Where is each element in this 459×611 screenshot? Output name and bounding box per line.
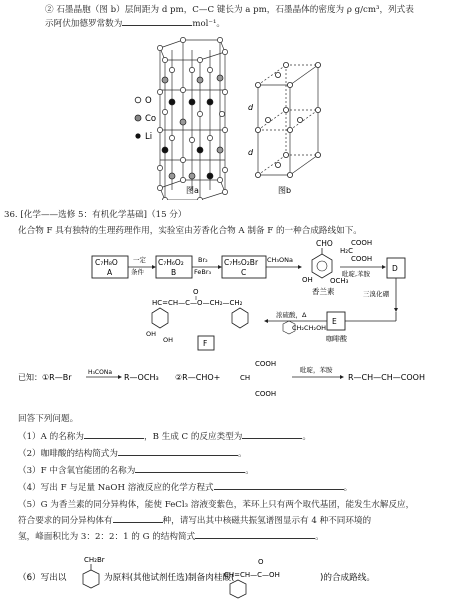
known-r1-product: R—OCH₃	[124, 373, 159, 382]
known-r2-cooh-bottom: COOH	[255, 390, 277, 398]
f-oh-1: OH	[146, 330, 157, 338]
f-left-ring	[152, 308, 168, 328]
q6-benzylbromide-ring	[83, 570, 99, 588]
known-r2-product: R—CH—CH—COOH	[348, 373, 425, 382]
figure-a-atoms	[157, 37, 227, 200]
arrowhead-a-b	[152, 265, 156, 269]
q5-end: 。	[315, 532, 324, 542]
q6-cinnamic-carbonyl-o: O	[258, 558, 264, 566]
known-r1-reagent: H₃CONa	[88, 369, 112, 376]
question-5-line3	[18, 530, 324, 542]
known-r2-start: ②R—CHO+	[175, 373, 221, 382]
step2-bottom: FeBr₃	[194, 268, 212, 276]
step5-label: 三溴化硼	[363, 290, 389, 298]
q6-ch2br: CH₂Br	[84, 556, 105, 564]
q36-intro: 化合物 F 具有独特的生理药理作用，实验室由芳香化合物 A 制备 F 的一种合成路线如下。	[18, 226, 362, 236]
q6-text-c: )的合成路线。	[320, 573, 375, 583]
f-right-ring	[232, 308, 248, 328]
compound-c-formula: C₇H₅O₂Br	[224, 258, 259, 267]
q4-end: 。	[343, 483, 353, 493]
q5-text-c: 氢，峰面积比为 3：2：2：1 的 G 的结构简式	[18, 532, 196, 542]
step2-top: Br₂	[198, 256, 208, 264]
caffeic-label: 咖啡酸	[326, 335, 347, 343]
q3-end: 。	[245, 466, 254, 476]
step6-top: 浓硫酸，Δ	[276, 311, 307, 319]
question-6	[0, 550, 459, 606]
compound-d-label: D	[392, 264, 398, 273]
vanillin-ring-inner	[317, 261, 327, 271]
q3-text: （3）F 中含氧官能团的名称为	[18, 466, 136, 476]
compound-a-formula: C₇H₈O	[95, 258, 118, 267]
malonic-top: COOH	[351, 239, 373, 247]
step1-top: 一定	[133, 256, 146, 264]
question-2	[18, 447, 247, 459]
q5-text-a: 符合要求的同分异构体有	[18, 516, 113, 526]
phenylethanol-chain: CH₂CH₂OH	[292, 324, 327, 332]
legend-o-marker	[135, 97, 141, 103]
known-r2-reagent: 吡啶，苯胺	[300, 366, 333, 374]
question-5-line2	[18, 514, 371, 526]
vanillin-label: 香兰素	[312, 287, 335, 296]
q35-part2-line1: ② 石墨晶胞（图 b）层间距为 d pm，C—C 键长为 a pm，石墨晶体的密度为 ρ g/cm³，列式表	[45, 5, 414, 15]
question-1	[18, 430, 311, 442]
f-structure-chain: HC=CH—C—O—CH₂—CH₂	[152, 299, 243, 307]
q6-cinnamic-chain: CH=CH—C—OH	[224, 571, 280, 579]
compound-b-label: B	[171, 268, 177, 277]
known-r2-ch: CH	[240, 374, 251, 382]
compound-f-label: F	[203, 339, 208, 348]
vanillin-och3: OCH₃	[330, 277, 349, 285]
q1-blank-2[interactable]	[242, 430, 302, 439]
vanillin-oh: OH	[302, 276, 313, 284]
q1-end: 。	[302, 432, 312, 442]
question-5-line1: （5）G 为香兰素的同分异构体，能使 FeCl₃ 溶液变紫色，苯环上只有两个取代基团，能发生水解反应，	[18, 500, 415, 510]
q35-unit: mol⁻¹。	[192, 19, 226, 29]
arrowhead-d-e	[394, 308, 398, 312]
step4-bottom: 吡啶,苯胺	[342, 270, 371, 278]
malonic-h2c: H₂C	[340, 247, 353, 255]
legend-li-marker	[135, 133, 140, 138]
q5-blank-2[interactable]	[195, 530, 315, 539]
known-r1-start: 已知：①R—Br	[18, 373, 72, 382]
q5-text-b: 种，请写出其中核磁共振氢谱图显示有 4 种不同环境的	[162, 516, 372, 526]
q36-header: 36. [化学——选修 5：有机化学基础]（15 分）	[4, 210, 187, 220]
known-r2-arrowhead	[340, 375, 344, 379]
q6-cinnamic-ring	[230, 580, 246, 598]
dimension-d-upper: d	[248, 103, 254, 112]
compound-c-label: C	[241, 268, 247, 277]
q2-end: 。	[238, 449, 247, 459]
q6-text-b: 为原料(其他试剂任选)制备肉桂酸(	[104, 573, 235, 583]
q2-text: （2）咖啡酸的结构简式为	[18, 449, 118, 459]
known-r1-arrowhead	[118, 375, 122, 379]
vanillin-cho: CHO	[316, 239, 333, 248]
arrowhead-e-f	[264, 319, 268, 323]
f-oh-2: OH	[163, 336, 174, 344]
synthesis-scheme	[0, 238, 459, 358]
legend-co-marker	[135, 115, 141, 121]
question-3	[18, 464, 254, 476]
legend-o-label: O	[145, 96, 152, 106]
q35-part2-line2	[45, 17, 225, 29]
q1-blank-1[interactable]	[84, 430, 144, 439]
known-r2-cooh-top: COOH	[255, 360, 277, 368]
known-reactions	[0, 358, 459, 406]
legend-co-label: Co	[145, 114, 157, 124]
dimension-d-lower: d	[248, 148, 254, 157]
arrowhead-b-c	[218, 265, 222, 269]
q1-text-a: （1）A 的名称为	[18, 432, 84, 442]
q4-text: （4）写出 F 与足量 NaOH 溶液反应的化学方程式	[18, 483, 214, 493]
step1-bottom: 条件	[131, 268, 144, 276]
question-4	[18, 481, 352, 493]
q6-text-a: （6）写出以	[18, 573, 67, 583]
questions-intro: 回答下列问题。	[18, 414, 79, 424]
compound-a-label: A	[107, 268, 113, 277]
compound-e-label: E	[332, 317, 337, 326]
step3-top: CH₃ONa	[267, 256, 293, 264]
malonic-bottom: COOH	[351, 255, 373, 263]
legend-li-label: Li	[145, 132, 153, 142]
figure-a-caption: 图a	[186, 186, 199, 195]
q4-blank[interactable]	[214, 481, 344, 490]
arrowhead-c-vanillin	[298, 265, 302, 269]
q5-blank-1[interactable]	[113, 514, 163, 523]
f-carbonyl-o: O	[193, 288, 199, 296]
answer-blank[interactable]	[122, 17, 192, 26]
arrowhead-vanillin-d	[382, 265, 386, 269]
figure-a-legend	[135, 96, 156, 142]
q3-blank[interactable]	[135, 464, 245, 473]
compound-b-formula: C₇H₆O₂	[158, 258, 184, 267]
q2-blank[interactable]	[118, 447, 238, 456]
q1-text-b: ，B 生成 C 的反应类型为	[143, 432, 243, 442]
vanillin-ring	[312, 254, 332, 278]
q35-part2-text: 示阿伏加德罗常数为	[45, 19, 123, 29]
crystal-figures	[0, 30, 459, 200]
figure-b-caption: 图b	[278, 186, 292, 195]
